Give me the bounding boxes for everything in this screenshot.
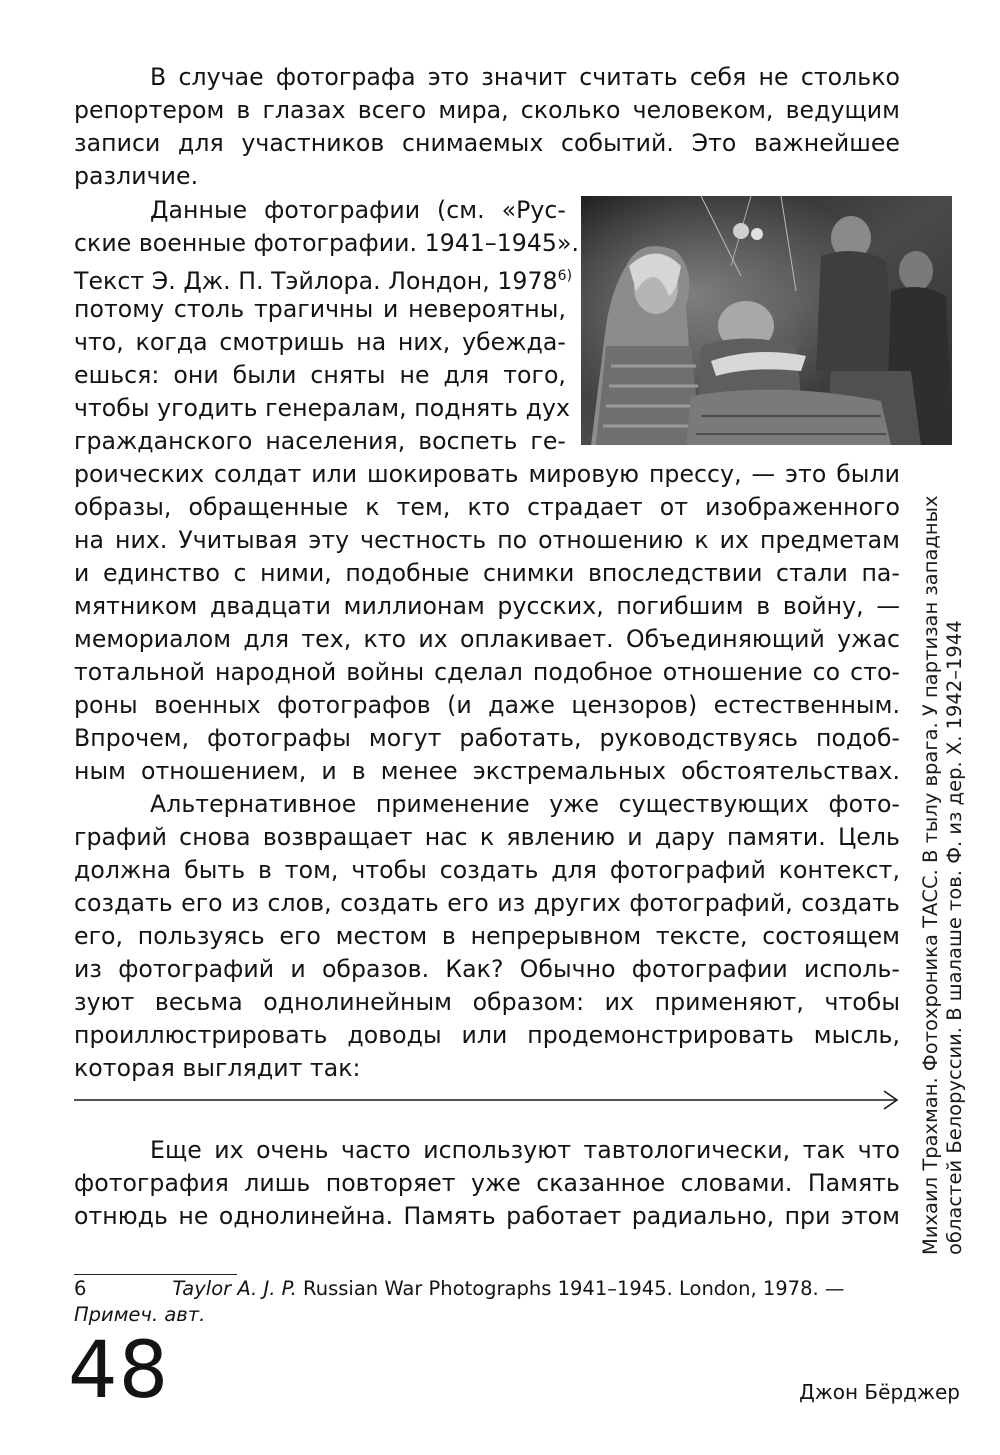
text-line: тотальной народной войны сделал подобное отношение со сто- bbox=[74, 658, 900, 686]
text-line: на них. Учитывая эту честность по отношению к их предметам bbox=[74, 526, 900, 554]
text-line: потому столь трагичны и невероятны, bbox=[74, 295, 566, 323]
text-line: должна быть в том, чтобы создать для фотографий контекст, bbox=[74, 856, 900, 884]
text-line: ские военные фотографии. 1941–1945». bbox=[74, 229, 579, 257]
text-line: ным отношением, и в менее экстремальных обстоятельствах. bbox=[74, 757, 900, 785]
linear-arrow-diagram bbox=[74, 1088, 900, 1112]
text-line: мемориалом для тех, кто их оплакивает. Объединяющий ужас bbox=[74, 625, 900, 653]
text-line: зуют весьма однолинейным образом: их применяют, чтобы bbox=[74, 988, 900, 1016]
war-photograph bbox=[581, 196, 952, 445]
photo-caption-line-1: Михаил Трахман. Фотохроника ТАСС. В тылу врага. У партизан западных bbox=[919, 495, 942, 1255]
text-line: и единство с ними, подобные снимки впоследствии стали па- bbox=[74, 559, 900, 587]
text-line: создать его из слов, создать его из других фотографий, создать bbox=[74, 889, 900, 917]
footnote-author: Taylor A. J. P. bbox=[172, 1277, 297, 1300]
footnote bbox=[74, 1276, 844, 1302]
text-line: отнюдь не однолинейна. Память работает радиально, при этом bbox=[74, 1202, 900, 1230]
text-line: чтобы угодить генералам, поднять дух bbox=[74, 394, 570, 422]
text-line: Альтернативное применение уже существующих фото- bbox=[150, 790, 900, 818]
running-footer: Джон Бёрджер bbox=[799, 1380, 960, 1404]
text-line: роических солдат или шокировать мировую прессу, — это были bbox=[74, 460, 900, 488]
text-line: графий снова возвращает нас к явлению и дару памяти. Цель bbox=[74, 823, 900, 851]
footnote-note-line bbox=[74, 1302, 205, 1328]
text-line-body: Текст Э. Дж. П. Тэйлора. Лондон, 1978 bbox=[74, 267, 558, 295]
text-line: Еще их очень часто используют тавтологически, так что bbox=[150, 1136, 900, 1164]
footnote-number: 6 bbox=[74, 1277, 87, 1300]
text-line: Впрочем, фотографы могут работать, руководствуясь подоб- bbox=[74, 724, 900, 752]
text-line: фотография лишь повторяет уже сказанное словами. Память bbox=[74, 1169, 900, 1197]
footnote-reference: 6) bbox=[557, 268, 573, 284]
text-line: образы, обращенные к тем, кто страдает от изображенного bbox=[74, 493, 900, 521]
photo-caption-line-2: областей Белоруссии. В шалаше тов. Ф. из дер. Х. 1942–1944 bbox=[943, 620, 966, 1255]
photo-caption bbox=[919, 255, 967, 1255]
text-line: Данные фотографии (см. «Рус- bbox=[150, 196, 566, 224]
text-line: которая выглядит так: bbox=[74, 1054, 361, 1082]
text-line: проиллюстрировать доводы или продемонстрировать мысль, bbox=[74, 1021, 900, 1049]
footnote-rule bbox=[74, 1274, 237, 1275]
footnote-text: Russian War Photographs 1941–1945. London, 1978. — bbox=[296, 1277, 845, 1300]
page-number: 48 bbox=[68, 1326, 170, 1416]
text-line: ешься: они были сняты не для того, bbox=[74, 361, 566, 389]
text-line: записи для участников снимаемых событий. Это важнейшее bbox=[74, 129, 900, 157]
text-line: различие. bbox=[74, 162, 199, 190]
text-line: репортером в глазах всего мира, сколько человеком, ведущим bbox=[74, 96, 900, 124]
footnote-note: Примеч. авт. bbox=[74, 1303, 206, 1326]
photograph-image bbox=[581, 196, 952, 445]
text-line: из фотографий и образов. Как? Обычно фотографии исполь- bbox=[74, 955, 900, 983]
text-line: гражданского населения, воспеть ге- bbox=[74, 427, 566, 455]
text-line: что, когда смотришь на них, убежда- bbox=[74, 328, 566, 356]
text-line: роны военных фотографов (и даже цензоров) естественным. bbox=[74, 691, 900, 719]
text-line: его, пользуясь его местом в непрерывном тексте, состоящем bbox=[74, 922, 900, 950]
text-line: В случае фотографа это значит считать себя не столько bbox=[150, 63, 900, 91]
text-line: мятником двадцати миллионам русских, погибшим в войну, — bbox=[74, 592, 900, 620]
